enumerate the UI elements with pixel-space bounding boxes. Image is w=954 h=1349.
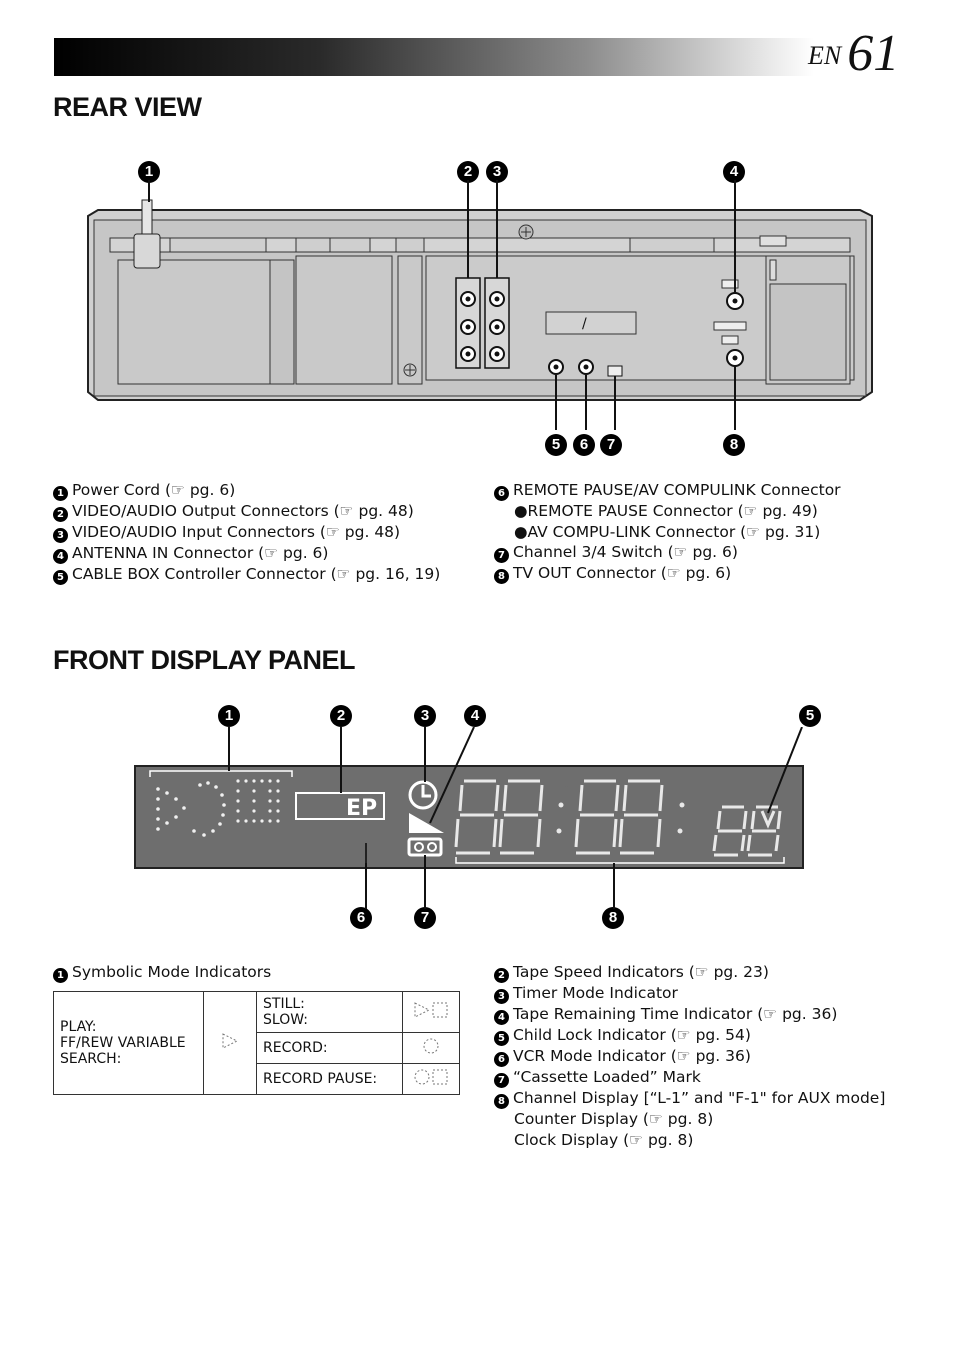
play-search-label: PLAY: FF/REW VARIABLE SEARCH: — [54, 992, 204, 1095]
legend-text: Tape Speed Indicators (☞ pg. 23) — [513, 963, 769, 981]
legend-number: 3 — [494, 989, 509, 1004]
legend-text: VIDEO/AUDIO Output Connectors (☞ pg. 48) — [72, 502, 414, 520]
legend-text: ANTENNA IN Connector (☞ pg. 6) — [72, 544, 329, 562]
vcr-rear-illustration — [80, 180, 880, 430]
legend-text: Power Cord (☞ pg. 6) — [72, 481, 236, 499]
legend-subitem: Counter Display (☞ pg. 8) — [514, 1110, 714, 1128]
legend-item — [494, 1067, 885, 1088]
legend-item — [494, 480, 841, 501]
legend-text: Timer Mode Indicator — [513, 984, 678, 1002]
legend-number: 5 — [53, 570, 68, 585]
legend-text: Symbolic Mode Indicators — [72, 963, 272, 981]
rear-callout-8: 8 — [723, 434, 745, 456]
legend-number: 1 — [53, 968, 68, 983]
legend-number: 1 — [53, 486, 68, 501]
record-pause-icon — [412, 1068, 450, 1086]
still-slow-label: STILL: SLOW: — [257, 992, 403, 1033]
front-callout-5: 5 — [799, 705, 821, 727]
legend-number: 8 — [494, 1094, 509, 1109]
symbolic-mode-table — [53, 991, 460, 1095]
legend-text: REMOTE PAUSE/AV COMPULINK Connector — [513, 481, 841, 499]
front-callout-2: 2 — [330, 705, 352, 727]
legend-number: 6 — [494, 486, 509, 501]
front-display-illustration — [134, 727, 806, 909]
front-legend-right — [494, 962, 885, 1150]
front-legend-left — [53, 962, 271, 983]
rear-callout-6: 6 — [573, 434, 595, 456]
rear-callout-4: 4 — [723, 161, 745, 183]
legend-text: Child Lock Indicator (☞ pg. 54) — [513, 1026, 751, 1044]
legend-number: 5 — [494, 1031, 509, 1046]
record-pause-symbol — [403, 1064, 460, 1095]
rear-callout-2: 2 — [457, 161, 479, 183]
page-number-value: 61 — [847, 25, 900, 82]
legend-item — [494, 542, 841, 563]
record-label: RECORD: — [257, 1033, 403, 1064]
legend-text: VIDEO/AUDIO Input Connectors (☞ pg. 48) — [72, 523, 401, 541]
legend-number: 6 — [494, 1052, 509, 1067]
legend-item — [494, 962, 885, 983]
rear-callout-7: 7 — [600, 434, 622, 456]
rear-legend-right — [494, 480, 841, 584]
legend-item — [494, 563, 841, 584]
front-display-title: FRONT DISPLAY PANEL — [53, 645, 356, 675]
legend-text: VCR Mode Indicator (☞ pg. 36) — [513, 1047, 751, 1065]
legend-number: 7 — [494, 548, 509, 563]
legend-item — [494, 1004, 885, 1025]
legend-text: CABLE BOX Controller Connector (☞ pg. 16, 19) — [72, 565, 441, 583]
front-callout-6: 6 — [350, 907, 372, 929]
legend-item — [53, 480, 440, 501]
legend-number: 8 — [494, 569, 509, 584]
record-circle-icon — [421, 1037, 441, 1055]
front-callout-7: 7 — [414, 907, 436, 929]
header-gradient-bar — [54, 38, 814, 76]
legend-number: 2 — [53, 507, 68, 522]
legend-item — [494, 983, 885, 1004]
legend-subitem: ●AV COMPU-LINK Connector (☞ pg. 31) — [514, 522, 821, 541]
tape-speed-ep: EP — [346, 796, 378, 821]
front-callout-4: 4 — [464, 705, 486, 727]
legend-number: 4 — [494, 1010, 509, 1025]
legend-text: Tape Remaining Time Indicator (☞ pg. 36) — [513, 1005, 838, 1023]
digits-readout: 88:88:88 — [564, 787, 568, 788]
legend-number: 4 — [53, 549, 68, 564]
legend-item — [53, 564, 440, 585]
rear-callout-1: 1 — [138, 161, 160, 183]
legend-item — [494, 1046, 885, 1067]
legend-subitem: ●REMOTE PAUSE Connector (☞ pg. 49) — [514, 502, 818, 520]
front-callout-3: 3 — [414, 705, 436, 727]
language-code: EN — [808, 41, 842, 70]
play-outline-icon — [220, 1032, 240, 1050]
legend-item — [494, 1088, 885, 1109]
page-number — [808, 24, 899, 83]
rear-legend-left — [53, 480, 440, 585]
rear-callout-3: 3 — [486, 161, 508, 183]
remote-label-slash: / — [582, 316, 587, 332]
legend-number: 7 — [494, 1073, 509, 1088]
record-pause-label: RECORD PAUSE: — [257, 1064, 403, 1095]
rear-callout-5: 5 — [545, 434, 567, 456]
legend-item — [53, 522, 440, 543]
legend-item — [53, 543, 440, 564]
legend-item — [53, 501, 440, 522]
still-slow-icon — [412, 1001, 450, 1019]
table-row — [54, 992, 460, 1033]
legend-text: “Cassette Loaded” Mark — [513, 1068, 701, 1086]
legend-item — [494, 1025, 885, 1046]
rear-view-title: REAR VIEW — [53, 92, 202, 122]
legend-item — [53, 962, 271, 983]
record-symbol — [403, 1033, 460, 1064]
legend-subitem: Clock Display (☞ pg. 8) — [514, 1130, 694, 1149]
legend-text: Channel 3/4 Switch (☞ pg. 6) — [513, 543, 738, 562]
legend-text: TV OUT Connector (☞ pg. 6) — [513, 564, 732, 583]
legend-number: 2 — [494, 968, 509, 983]
legend-text: Channel Display [“L-1” and "F-1" for AUX mode] — [513, 1089, 886, 1107]
front-callout-1: 1 — [218, 705, 240, 727]
front-callout-8: 8 — [602, 907, 624, 929]
legend-number: 3 — [53, 528, 68, 543]
still-slow-symbol — [403, 992, 460, 1033]
play-symbol-cell — [204, 992, 257, 1095]
